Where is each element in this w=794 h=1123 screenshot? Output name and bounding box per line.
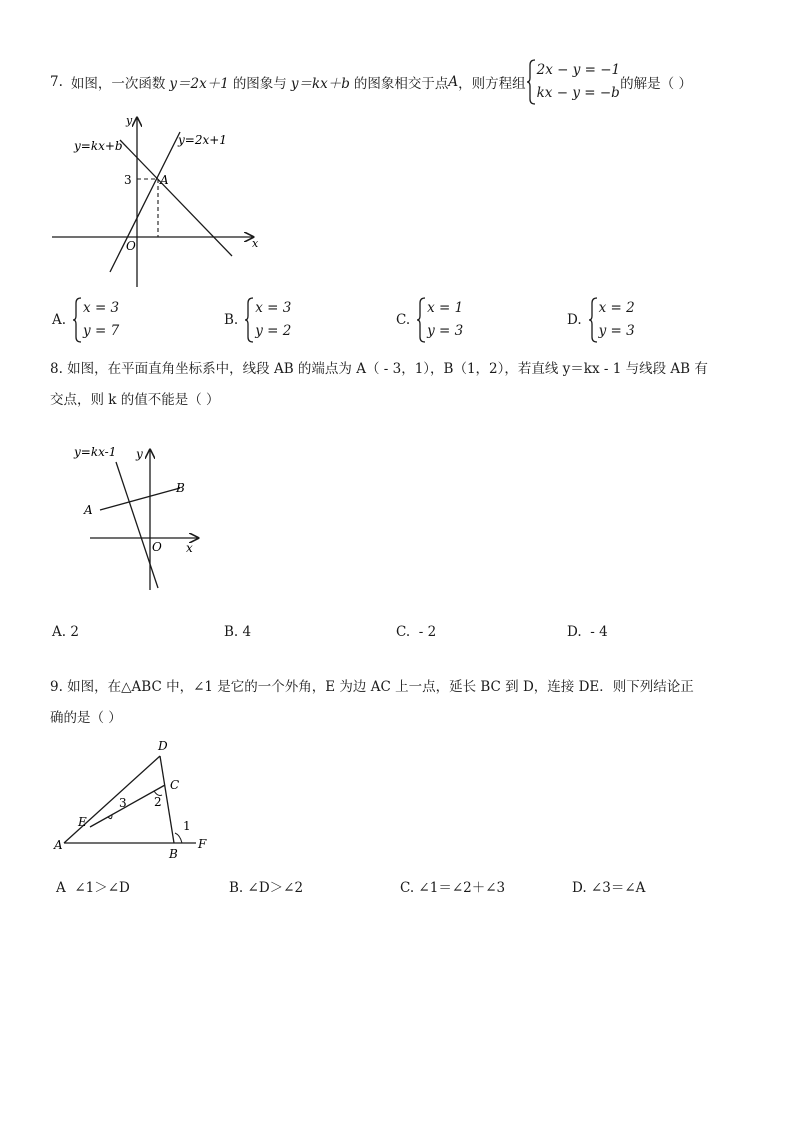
q7-option-b-row1: x = 3 — [255, 300, 292, 316]
q7-line-2x-plus-1 — [110, 132, 180, 272]
q9-side-BD — [160, 756, 174, 843]
q8-option-d[interactable]: D. - 4 — [567, 624, 608, 640]
q9-stem-line1: 9. 如图，在△ABC 中，∠1 是它的一个外角，E 为边 AC 上一点，延长 BC 到 D，连接 DE．则下列结论正 — [50, 679, 694, 695]
q7-sys-row1: 2x − y = −1 — [536, 62, 621, 78]
q8-label-B: B — [176, 481, 185, 495]
q7-figure — [50, 110, 270, 290]
q7-label-fn2: y=kx+b — [74, 139, 123, 153]
q7-stem — [50, 58, 770, 106]
q8-option-b[interactable]: B. 4 — [224, 624, 252, 640]
q8-stem-line1: 8. 如图，在平面直角坐标系中，线段 AB 的端点为 A（ - 3，1），B（1，2），若直线 y＝kx - 1 与线段 AB 有 — [50, 361, 708, 377]
q7-label-origin: O — [126, 239, 136, 253]
q7-label-A: A — [160, 173, 169, 187]
q8-figure — [70, 440, 210, 595]
q7-option-b-system — [244, 297, 291, 343]
q7-option-a-row1: x = 3 — [83, 300, 120, 316]
q8-label-line: y=kx-1 — [74, 445, 117, 459]
q7-option-c-row1: x = 1 — [427, 300, 464, 316]
q9-stem — [50, 672, 750, 734]
q7-stem-suffix: 的解是（ ） — [620, 76, 692, 92]
brace-icon — [588, 297, 598, 343]
brace-icon — [244, 297, 254, 343]
q8-label-y: y — [136, 447, 143, 461]
brace-icon — [416, 297, 426, 343]
q8-stem — [50, 354, 750, 416]
brace-icon — [526, 59, 536, 105]
q8-option-c[interactable]: C. - 2 — [396, 624, 437, 640]
q9-figure — [50, 735, 220, 865]
q9-label-F: F — [198, 837, 207, 851]
q7-point: A — [448, 74, 459, 90]
q9-label-1: 1 — [183, 819, 191, 833]
q9-label-A: A — [54, 838, 63, 852]
q7-stem-mid1: 的图象与 — [232, 76, 287, 92]
q9-label-E: E — [78, 815, 87, 829]
q7-option-a-row2: y = 7 — [83, 323, 120, 339]
q9-label-C: C — [170, 778, 180, 792]
q7-option-b-label: B. — [224, 312, 239, 328]
q7-equation-system — [526, 59, 621, 105]
q9-side-AD — [64, 756, 160, 843]
q7-option-d[interactable] — [567, 297, 635, 343]
q9-label-2: 2 — [154, 795, 162, 809]
q7-label-three: 3 — [124, 173, 132, 187]
q9-option-a[interactable]: A ∠1＞∠D — [56, 880, 130, 896]
q9-label-B: B — [169, 847, 178, 861]
q8-line-kx-minus-1 — [116, 462, 158, 588]
q9-angle-1-arc — [175, 833, 182, 843]
q7-option-d-row1: x = 2 — [598, 300, 635, 316]
q8-segment-AB — [100, 488, 180, 510]
q8-label-A: A — [84, 503, 93, 517]
q9-option-c[interactable]: C. ∠1＝∠2＋∠3 — [400, 880, 506, 896]
q7-label-x: x — [252, 237, 259, 250]
q7-fn2: y＝kx＋b — [290, 76, 350, 92]
q8-option-a[interactable]: A. 2 — [52, 624, 79, 640]
q7-label-fn1: y=2x+1 — [178, 133, 227, 147]
q7-label-y: y — [126, 114, 133, 127]
q7-number: 7. — [50, 74, 63, 90]
q7-stem-mid3: ，则方程组 — [458, 76, 526, 92]
q9-label-D: D — [158, 739, 168, 753]
q9-label-3: 3 — [119, 796, 127, 810]
q7-option-a-system — [72, 297, 119, 343]
q9-stem-line2: 确的是（ ） — [50, 710, 122, 726]
q8-label-origin: O — [152, 540, 162, 554]
q7-option-c-row2: y = 3 — [427, 323, 464, 339]
q7-option-d-system — [588, 297, 635, 343]
q8-label-x: x — [186, 541, 193, 555]
q7-fn1: y＝2x＋1 — [169, 76, 229, 92]
q8-stem-line2: 交点，则 k 的值不能是（ ） — [50, 392, 220, 408]
brace-icon — [72, 297, 82, 343]
q7-option-d-label: D. — [567, 312, 582, 328]
q7-option-b-row2: y = 2 — [255, 323, 292, 339]
q7-option-b[interactable] — [224, 297, 291, 343]
q7-option-c-system — [416, 297, 463, 343]
q9-option-b[interactable]: B. ∠D＞∠2 — [229, 880, 304, 896]
q7-option-a[interactable] — [52, 297, 119, 343]
q7-option-c[interactable] — [396, 297, 463, 343]
q7-option-d-row2: y = 3 — [598, 323, 635, 339]
q7-option-c-label: C. — [396, 312, 411, 328]
q7-stem-prefix: 如图，一次函数 — [70, 76, 166, 92]
q7-option-a-label: A. — [52, 312, 67, 328]
q9-option-d[interactable]: D. ∠3＝∠A — [572, 880, 646, 896]
q7-sys-row2: kx − y = −b — [536, 85, 620, 101]
q7-stem-mid2: 的图象相交于点 — [353, 76, 449, 92]
